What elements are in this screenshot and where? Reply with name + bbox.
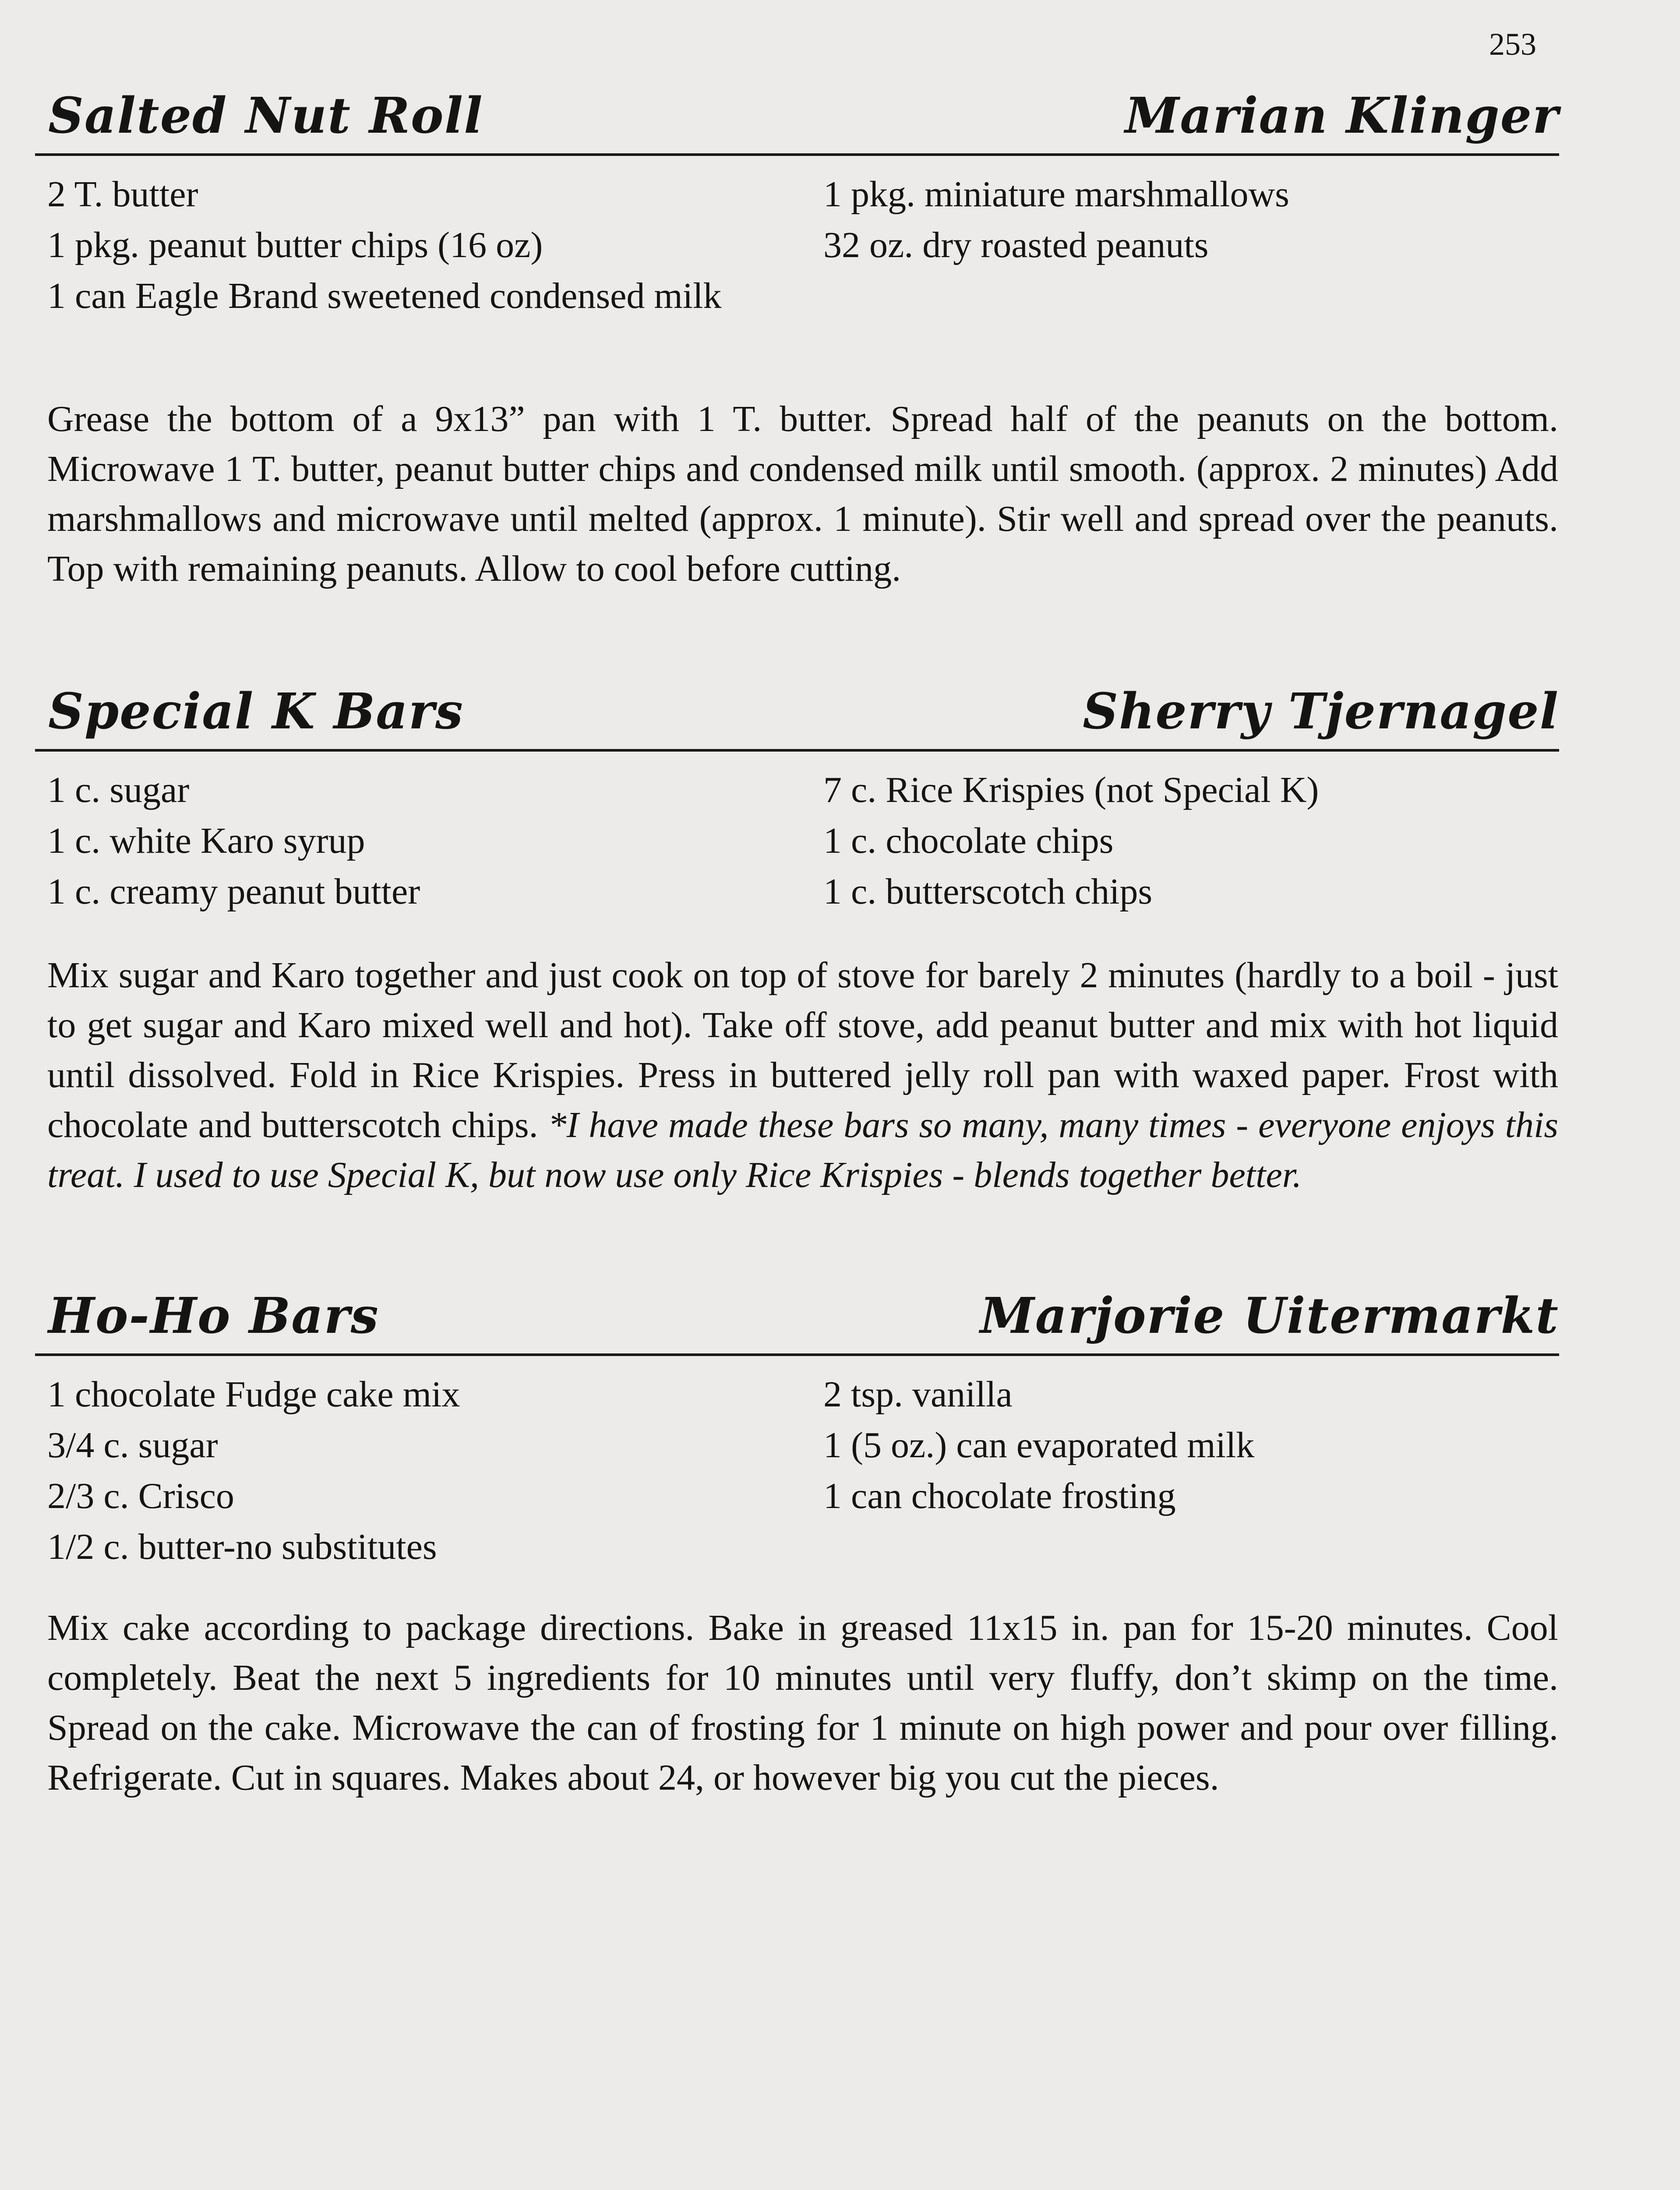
ingredient-column-left xyxy=(47,169,827,321)
recipe-author: Marian Klinger xyxy=(1125,87,1559,145)
ingredient-column-right xyxy=(823,169,1559,271)
ingredient-item: 1/2 c. butter-no substitutes xyxy=(47,1526,437,1567)
recipe-special-k-bars xyxy=(35,683,1559,1195)
ingredient-list xyxy=(35,169,1559,392)
recipe-header xyxy=(35,88,1559,156)
ingredient-item: 2/3 c. Crisco xyxy=(47,1476,234,1516)
ingredient-item: 1 pkg. peanut butter chips (16 oz) xyxy=(47,225,543,265)
recipe-directions xyxy=(47,950,1558,1200)
ingredient-item: 1 can Eagle Brand sweetened condensed milk xyxy=(47,276,722,316)
recipe-author: Marjorie Uitermarkt xyxy=(980,1287,1559,1345)
ingredient-item: 1 (5 oz.) can evaporated milk xyxy=(823,1425,1255,1466)
recipe-directions: Grease the bottom of a 9x13” pan with 1 T. butter. Spread half of the peanuts on the bottom. Microwave 1 T. butter, peanut butter chips and condensed milk until smooth. (approx. 2 minutes) Add marshmallows and microwave until melted (approx. 1 minute). Stir well and spread over the peanuts. Top with remaining peanuts. Allow to cool before cutting. xyxy=(47,399,1558,589)
ingredient-item: 32 oz. dry roasted peanuts xyxy=(823,225,1209,265)
recipe-header xyxy=(35,683,1559,752)
recipe-ho-ho-bars xyxy=(35,1287,1559,1798)
ingredient-item: 2 tsp. vanilla xyxy=(823,1374,1013,1415)
page-number: 253 xyxy=(1489,27,1536,62)
ingredient-column-left xyxy=(47,765,827,917)
recipe-title: Salted Nut Roll xyxy=(48,87,484,145)
ingredient-item: 1 c. creamy peanut butter xyxy=(47,871,420,912)
recipe-author: Sherry Tjernagel xyxy=(1083,683,1559,740)
ingredient-list xyxy=(35,1369,1559,1588)
recipe-directions: Mix cake according to package directions. Bake in greased 11x15 in. pan for 15-20 minutes. Cool completely. Beat the next 5 ingredients for 10 minutes until very fluffy, don’t skimp on the time. Spread on the cake. Microwave the can of frosting for 1 minute on high power and pour over filling. Refrigerate. Cut in squares. Makes about 24, or however big you cut the pieces. xyxy=(47,1607,1558,1798)
ingredient-item: 2 T. butter xyxy=(47,174,198,215)
ingredient-item: 1 pkg. miniature marshmallows xyxy=(823,174,1289,215)
directions-text: Mix sugar and Karo together and just cook on top of stove for barely 2 minutes (hardly to a boil - just to get sugar and Karo mixed well and hot). Take off stove, add peanut butter and mix with hot liquid until dissolved. Fold in Rice Krispies. Press in buttered jelly roll pan with waxed paper. Frost with chocolate and butterscotch chips. xyxy=(47,955,1558,1145)
ingredient-item: 3/4 c. sugar xyxy=(47,1425,218,1466)
ingredient-column-right xyxy=(823,1369,1559,1522)
ingredient-item: 1 c. sugar xyxy=(47,770,190,810)
ingredient-item: 1 c. butterscotch chips xyxy=(823,871,1153,912)
ingredient-item: 1 c. white Karo syrup xyxy=(47,820,365,861)
ingredient-item: 1 chocolate Fudge cake mix xyxy=(47,1374,460,1415)
recipe-header xyxy=(35,1288,1559,1356)
recipe-title: Special K Bars xyxy=(48,683,464,740)
ingredient-item: 7 c. Rice Krispies (not Special K) xyxy=(823,770,1319,810)
recipe-salted-nut-roll xyxy=(35,87,1559,589)
author-note: *I have made these bars so many, many times - everyone enjoys this treat. I used to use Special K, but now use only Rice Krispies - blends together better. xyxy=(47,1105,1559,1195)
ingredient-column-left xyxy=(47,1369,827,1572)
ingredient-item: 1 c. chocolate chips xyxy=(823,820,1114,861)
recipe-title: Ho-Ho Bars xyxy=(48,1287,379,1345)
ingredient-list xyxy=(35,765,1559,940)
ingredient-item: 1 can chocolate frosting xyxy=(823,1476,1176,1516)
ingredient-column-right xyxy=(823,765,1559,917)
